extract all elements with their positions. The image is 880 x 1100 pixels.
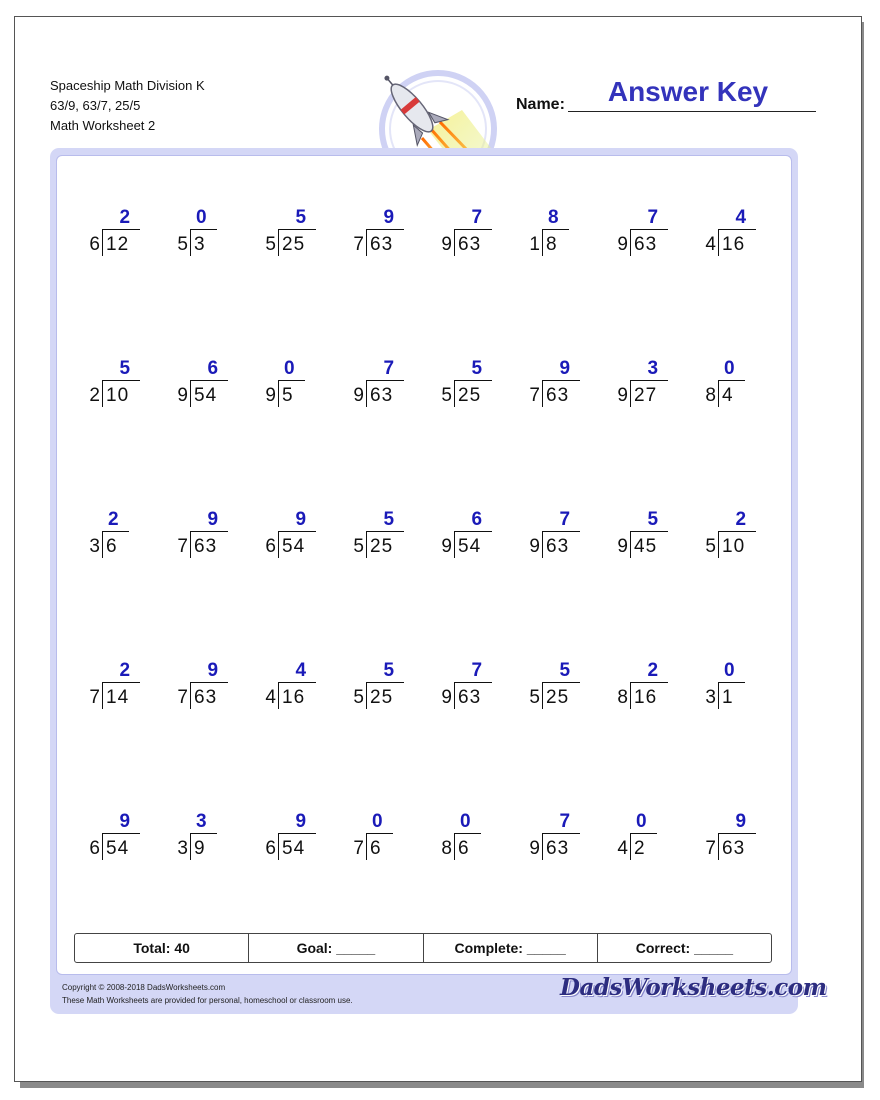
division-problem [256, 812, 342, 872]
quotient-answer: 5 [295, 207, 307, 228]
quotient-answer: 6 [207, 358, 219, 379]
division-problem [344, 812, 430, 872]
division-problem [256, 510, 342, 570]
divisor: 8 [705, 385, 716, 406]
division-problem [344, 359, 430, 419]
divisor: 6 [89, 234, 100, 255]
quotient-answer: 5 [383, 509, 395, 530]
division-problem [608, 359, 694, 419]
quotient-answer: 7 [647, 207, 659, 228]
divisor: 4 [265, 687, 276, 708]
quotient-answer: 2 [108, 509, 119, 530]
divisor: 3 [705, 687, 716, 708]
division-problem [432, 661, 518, 721]
dividend: 25 [370, 536, 394, 557]
division-problem [168, 510, 254, 570]
divisor: 4 [705, 234, 716, 255]
divisor: 7 [353, 838, 364, 859]
division-problem [168, 661, 254, 721]
divisor: 4 [617, 838, 628, 859]
dividend: 8 [546, 234, 558, 255]
division-problem [80, 510, 166, 570]
division-problem [432, 208, 518, 268]
quotient-answer: 2 [647, 660, 659, 681]
quotient-answer: 3 [196, 811, 207, 832]
divisor: 5 [177, 234, 188, 255]
quotient-answer: 0 [196, 207, 207, 228]
divisor: 9 [353, 385, 364, 406]
name-line [568, 111, 816, 112]
division-problem [168, 812, 254, 872]
quotient-answer: 6 [471, 509, 483, 530]
division-problem [696, 208, 782, 268]
quotient-answer: 2 [735, 509, 747, 530]
quotient-answer: 7 [559, 811, 571, 832]
divisor: 5 [529, 687, 540, 708]
divisor: 3 [89, 536, 100, 557]
division-problem [696, 812, 782, 872]
dividend: 6 [106, 536, 118, 557]
division-problem [80, 661, 166, 721]
division-problem [432, 812, 518, 872]
quotient-answer: 5 [647, 509, 659, 530]
dividend: 63 [194, 536, 218, 557]
division-problem [520, 812, 606, 872]
name-label: Name: [516, 96, 565, 113]
dividend: 25 [370, 687, 394, 708]
dividend: 5 [282, 385, 294, 406]
quotient-answer: 9 [119, 811, 131, 832]
divisor: 9 [441, 234, 452, 255]
copyright-text: Copyright © 2008-2018 DadsWorksheets.com [62, 983, 226, 992]
division-problem [344, 661, 430, 721]
quotient-answer: 5 [559, 660, 571, 681]
division-problem [344, 208, 430, 268]
usage-note: These Math Worksheets are provided for personal, homeschool or classroom use. [62, 996, 353, 1005]
divisor: 7 [705, 838, 716, 859]
dividend: 1 [722, 687, 734, 708]
score-summary [74, 933, 772, 963]
division-problem [608, 208, 694, 268]
division-problem [256, 208, 342, 268]
quotient-answer: 0 [284, 358, 295, 379]
division-problem [696, 359, 782, 419]
dividend: 54 [282, 536, 306, 557]
divisor: 5 [705, 536, 716, 557]
dividend: 3 [194, 234, 206, 255]
worksheet-subtitle: Math Worksheet 2 [50, 118, 156, 133]
division-problem [520, 661, 606, 721]
division-problem [696, 510, 782, 570]
dividend: 54 [194, 385, 218, 406]
dividend: 2 [634, 838, 646, 859]
division-problem [432, 359, 518, 419]
dividend: 16 [634, 687, 658, 708]
correct-cell: Correct: _____ [597, 934, 771, 962]
quotient-answer: 0 [724, 358, 735, 379]
quotient-answer: 4 [295, 660, 307, 681]
divisor: 1 [529, 234, 540, 255]
divisor: 8 [617, 687, 628, 708]
quotient-answer: 7 [559, 509, 571, 530]
quotient-answer: 9 [383, 207, 395, 228]
division-problem [80, 812, 166, 872]
divisor: 5 [265, 234, 276, 255]
divisor: 9 [265, 385, 276, 406]
division-problem [344, 510, 430, 570]
worksheet-facts: 63/9, 63/7, 25/5 [50, 98, 141, 113]
divisor: 3 [177, 838, 188, 859]
division-problem [168, 359, 254, 419]
dividend: 10 [106, 385, 130, 406]
dividend: 16 [282, 687, 306, 708]
quotient-answer: 9 [295, 509, 307, 530]
division-problem [608, 661, 694, 721]
division-problem [80, 359, 166, 419]
dividend: 27 [634, 385, 658, 406]
divisor: 5 [353, 536, 364, 557]
dividend: 63 [634, 234, 658, 255]
division-problem [608, 812, 694, 872]
dividend: 25 [282, 234, 306, 255]
quotient-answer: 0 [460, 811, 471, 832]
quotient-answer: 5 [119, 358, 131, 379]
quotient-answer: 7 [471, 660, 483, 681]
divisor: 7 [89, 687, 100, 708]
divisor: 9 [529, 838, 540, 859]
quotient-answer: 9 [207, 660, 219, 681]
dividend: 63 [370, 385, 394, 406]
dividend: 25 [458, 385, 482, 406]
goal-cell: Goal: _____ [248, 934, 422, 962]
answer-key-title: Answer Key [607, 76, 769, 107]
quotient-answer: 5 [471, 358, 483, 379]
divisor: 7 [177, 536, 188, 557]
dividend: 54 [106, 838, 130, 859]
divisor: 9 [441, 536, 452, 557]
dividend: 63 [458, 234, 482, 255]
dividend: 9 [194, 838, 206, 859]
divisor: 7 [177, 687, 188, 708]
dividend: 10 [722, 536, 746, 557]
dividend: 63 [458, 687, 482, 708]
divisor: 9 [617, 385, 628, 406]
quotient-answer: 0 [372, 811, 383, 832]
divisor: 9 [441, 687, 452, 708]
divisor: 6 [89, 838, 100, 859]
worksheet-title: Spaceship Math Division K [50, 78, 205, 93]
quotient-answer: 7 [383, 358, 395, 379]
divisor: 2 [89, 385, 100, 406]
division-problem [520, 359, 606, 419]
dividend: 25 [546, 687, 570, 708]
quotient-answer: 4 [735, 207, 747, 228]
dividend: 63 [194, 687, 218, 708]
division-problem [520, 208, 606, 268]
division-problem [696, 661, 782, 721]
quotient-answer: 0 [636, 811, 647, 832]
quotient-answer: 2 [119, 207, 131, 228]
dividend: 6 [370, 838, 382, 859]
divisor: 9 [177, 385, 188, 406]
dividend: 54 [458, 536, 482, 557]
division-problem [168, 208, 254, 268]
divisor: 7 [529, 385, 540, 406]
dividend: 63 [370, 234, 394, 255]
dividend: 14 [106, 687, 130, 708]
division-problem [520, 510, 606, 570]
dividend: 63 [546, 385, 570, 406]
dividend: 54 [282, 838, 306, 859]
dividend: 16 [722, 234, 746, 255]
quotient-answer: 9 [207, 509, 219, 530]
quotient-answer: 8 [548, 207, 559, 228]
dividend: 45 [634, 536, 658, 557]
divisor: 9 [617, 536, 628, 557]
quotient-answer: 2 [119, 660, 131, 681]
quotient-answer: 5 [383, 660, 395, 681]
dividend: 12 [106, 234, 130, 255]
division-problem [80, 208, 166, 268]
dividend: 6 [458, 838, 470, 859]
divisor: 5 [353, 687, 364, 708]
quotient-answer: 0 [724, 660, 735, 681]
divisor: 9 [529, 536, 540, 557]
dividend: 63 [722, 838, 746, 859]
divisor: 5 [441, 385, 452, 406]
division-problem [256, 661, 342, 721]
dividend: 4 [722, 385, 734, 406]
divisor: 9 [617, 234, 628, 255]
quotient-answer: 9 [735, 811, 747, 832]
divisor: 8 [441, 838, 452, 859]
division-problem [256, 359, 342, 419]
dividend: 63 [546, 838, 570, 859]
divisor: 7 [353, 234, 364, 255]
divisor: 6 [265, 838, 276, 859]
quotient-answer: 9 [559, 358, 571, 379]
division-problem [608, 510, 694, 570]
dadsworksheets-logo[interactable]: DadsWorksheets.com [560, 974, 827, 1001]
divisor: 6 [265, 536, 276, 557]
division-problem [432, 510, 518, 570]
total-cell: Total: 40 [133, 940, 190, 956]
quotient-answer: 9 [295, 811, 307, 832]
complete-cell: Complete: _____ [423, 934, 597, 962]
quotient-answer: 3 [647, 358, 659, 379]
dividend: 63 [546, 536, 570, 557]
quotient-answer: 7 [471, 207, 483, 228]
